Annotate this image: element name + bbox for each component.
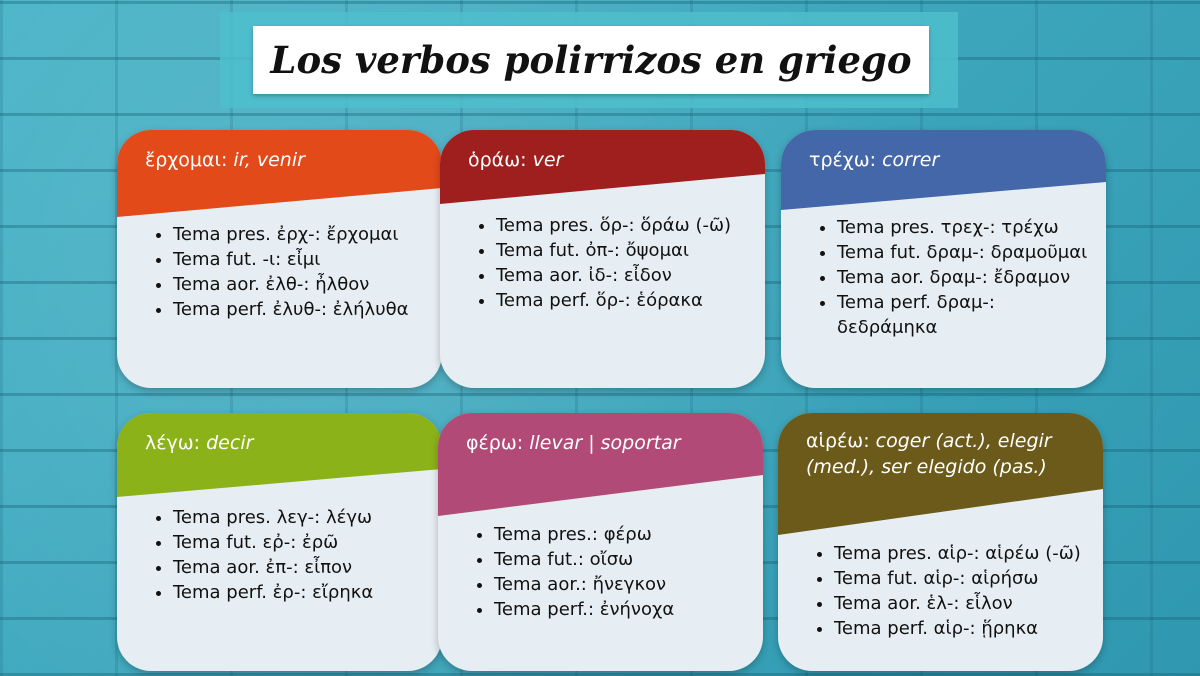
stem-list bbox=[800, 541, 1095, 641]
verb-card-horao bbox=[440, 130, 765, 388]
stem-item: • Tema pres. ἐρχ-: ἔρχομαι bbox=[173, 222, 434, 247]
stem-item: • Tema fut. εῤ-: ἐρῶ bbox=[173, 530, 434, 555]
card-gloss: decir bbox=[206, 432, 254, 454]
stem-item: • Tema fut. αἱρ-: αἱρήσω bbox=[834, 566, 1095, 591]
stem-item: • Tema pres. αἱρ-: αἱρέω (-ῶ) bbox=[834, 541, 1095, 566]
card-header-text bbox=[145, 147, 428, 173]
card-gloss: llevar | soportar bbox=[529, 432, 681, 454]
stem-item: • Tema pres.: φέρω bbox=[494, 522, 755, 547]
stem-item: • Tema fut. δραμ-: δραμοῦμαι bbox=[837, 240, 1098, 265]
stem-item: • Tema aor.: ἤνεγκον bbox=[494, 572, 755, 597]
card-gloss: correr bbox=[882, 149, 940, 171]
card-verb: αἱρέω: bbox=[806, 430, 870, 452]
stem-item: • Tema fut.: οἴσω bbox=[494, 547, 755, 572]
verb-card-phero bbox=[438, 413, 763, 671]
stem-item: • Tema aor. δραμ-: ἔδραμον bbox=[837, 265, 1098, 290]
card-header-text bbox=[806, 428, 1089, 480]
page-title: Los verbos polirrizos en griego bbox=[270, 38, 912, 82]
stem-item: • Tema fut. -ι: εἶμι bbox=[173, 247, 434, 272]
stem-item: • Tema aor. ἰδ-: εἶδον bbox=[496, 263, 757, 288]
card-verb: λέγω: bbox=[145, 432, 201, 454]
card-header-shape bbox=[117, 130, 442, 217]
verb-card-lego bbox=[117, 413, 442, 671]
stem-item: • Tema aor. ἐπ-: εἶπον bbox=[173, 555, 434, 580]
stem-item: • Tema pres. τρεχ-: τρέχω bbox=[837, 215, 1098, 240]
stem-list bbox=[803, 215, 1098, 340]
card-verb: φέρω: bbox=[466, 432, 524, 454]
stem-list bbox=[460, 522, 755, 622]
card-verb: τρέχω: bbox=[809, 149, 877, 171]
stem-item: • Tema perf. ἐλυθ-: ἐλήλυθα bbox=[173, 297, 434, 322]
stem-item: • Tema pres. ὅρ-: ὅράω (-ῶ) bbox=[496, 213, 757, 238]
verb-card-erchomai bbox=[117, 130, 442, 388]
stem-item: • Tema perf. ὅρ-: ἑόρακα bbox=[496, 288, 757, 313]
card-header-text bbox=[466, 430, 749, 456]
card-verb: ἔρχομαι: bbox=[145, 149, 228, 171]
verb-card-haireo bbox=[778, 413, 1103, 671]
verb-card-trecho bbox=[781, 130, 1106, 388]
card-verb: ὁράω: bbox=[468, 149, 527, 171]
stem-item: • Tema aor. ἐλθ-: ἦλθον bbox=[173, 272, 434, 297]
stem-item: • Tema fut. ὀπ-: ὄψομαι bbox=[496, 238, 757, 263]
card-gloss: ver bbox=[532, 149, 564, 171]
stem-item: • Tema aor. ἑλ-: εἷλον bbox=[834, 591, 1095, 616]
card-header-text bbox=[145, 430, 428, 456]
stem-list bbox=[139, 222, 434, 322]
card-header-text bbox=[468, 147, 751, 173]
card-gloss: coger (act.), elegir (med.), ser elegido (pas.) bbox=[806, 430, 1052, 478]
card-header-shape bbox=[438, 413, 763, 516]
card-gloss: ir, venir bbox=[233, 149, 305, 171]
stem-item: • Tema perf. αἱρ-: ᾕρηκα bbox=[834, 616, 1095, 641]
stem-list bbox=[139, 505, 434, 605]
card-header-text bbox=[809, 147, 1092, 173]
stem-item: • Tema pres. λεγ-: λέγω bbox=[173, 505, 434, 530]
title-box bbox=[253, 26, 929, 94]
stem-item: • Tema perf. ἐρ-: εἴρηκα bbox=[173, 580, 434, 605]
stem-item: • Tema perf. δραμ-: δεδράμηκα bbox=[837, 290, 1098, 340]
stem-item: • Tema perf.: ἐνήνοχα bbox=[494, 597, 755, 622]
stem-list bbox=[462, 213, 757, 313]
